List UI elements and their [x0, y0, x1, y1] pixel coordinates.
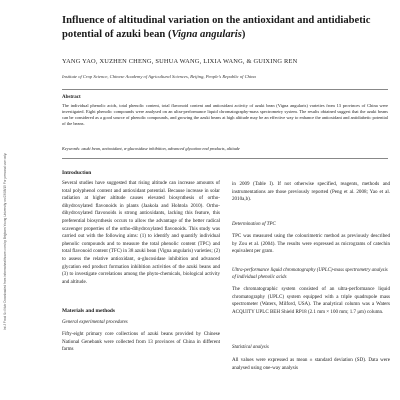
introduction-text: Several studies have suggested that rising altitude can increase amounts of total polyphenol content and antioxidant potential. Because increase in solar radiation at higher altitude causes elevated biosynthesis of ortho-dihydroxylated flavonoids in plants (Jaakola and Hohtola 2010). Ortho-dihydroxylated flavonoids is strong antioxidants, lacking this feature, this preferential biosynthesis occurs to allow the advantage of the better radical scavenger properties of the ortho-dihydroxylated flavonoids. This study was carried out with the following aims: (1) to identify and quantify individual phenolic compounds and to measure the total phenolic content (TPC) and total flavonoid content (TFC) in 38 azuki bean (Vigna angularis) varieties; (2) to assess the relative antioxidant, α-glucosidase inhibition and advanced glycation end product formation inhibition activities of the azuki beans and (3) to investigate correlations among the phyto-chemicals, biological activity and altitude.: [62, 180, 220, 285]
statistical-analysis-text: All values were expressed as mean ± standard deviation (SD). Data were analysed using one-way analysis: [232, 357, 390, 371]
title-species: Vigna angularis: [171, 28, 242, 40]
author-list: YANG YAO, XUZHEN CHENG, SUHUA WANG, LIXIA WANG, & GUIXING REN: [62, 58, 298, 65]
uplc-text: The chromatographic system consisted of an ultra-performance liquid chromatography (UPLC) system equipped with a triple quadrupole mass spectrometer (Waters, Milford, USA). The analytical column was a Waters ACQUITY UPLC BEH Shield RP18 (2.1 mm × 100 mm; 1.7 μm) column.: [232, 286, 390, 315]
download-sidebar-note: Int J Food Sci Nutr Downloaded from informahealthcare.com by Brigham Young University on 03/08/15 For personal use only.: [3, 152, 7, 330]
keywords: Keywords: azuki bean, antioxidant, α-glucosidase inhibition, advanced glycation end products, altitude: [62, 146, 240, 151]
abstract-text: The individual phenolic acids, total phenolic content, total flavonoid content and antioxidant activity of azuki bean (Vigna angularis) varieties from 13 provinces of China were investigated. Eight phenolic compounds were analysed on an ultra-performance liquid chromatography-mass spectrometry system. The results obtained suggest that the azuki beans can be considered as a good source of phenolic compounds, and growing the azuki beans at high altitude may be an effective way to enhance the antioxidant and antidiabetic potential of the beans.: [62, 103, 388, 126]
title-text: Influence of altitudinal variation on the antioxidant and antidiabetic potential of azuki bean (: [62, 15, 371, 40]
tpc-text: TPC was measured using the colourimetric method as previously described by Zou et al. (2004). The results were expressed as micrograms of catechin equivalent per gram.: [232, 233, 390, 255]
affiliation: Institute of Crop Science, Chinese Academy of Agricultural Sciences, Beijing, People's Republic of China: [62, 74, 256, 79]
introduction-heading: Introduction: [62, 170, 92, 176]
general-procedures-heading: General experimental procedures: [62, 320, 128, 325]
methods-heading: Materials and methods: [62, 308, 116, 314]
statistical-analysis-heading: Statistical analysis: [232, 345, 269, 350]
uplc-heading: Ultra-performance liquid chromatography (UPLC)-mass spectrometry analysis of individual phenolic acids: [232, 268, 388, 280]
tpc-heading: Determination of TPC: [232, 222, 276, 227]
abstract-heading: Abstract: [62, 95, 81, 100]
divider-bottom: [62, 158, 388, 159]
title-end: ): [241, 28, 246, 40]
divider-top: [62, 89, 388, 90]
general-procedures-text: Fifty-eight primary core collections of azuki beans provided by Chinese National Genebank were collected from 13 provinces of China in different farms: [62, 331, 220, 353]
paper-title: [62, 14, 372, 42]
right-top-text: in 2009 (Table I). If not otherwise specified, reagents, methods and instrumentations are those previously reported (Peng et al. 2008; Yao et al. 2010a,b).: [232, 181, 390, 203]
